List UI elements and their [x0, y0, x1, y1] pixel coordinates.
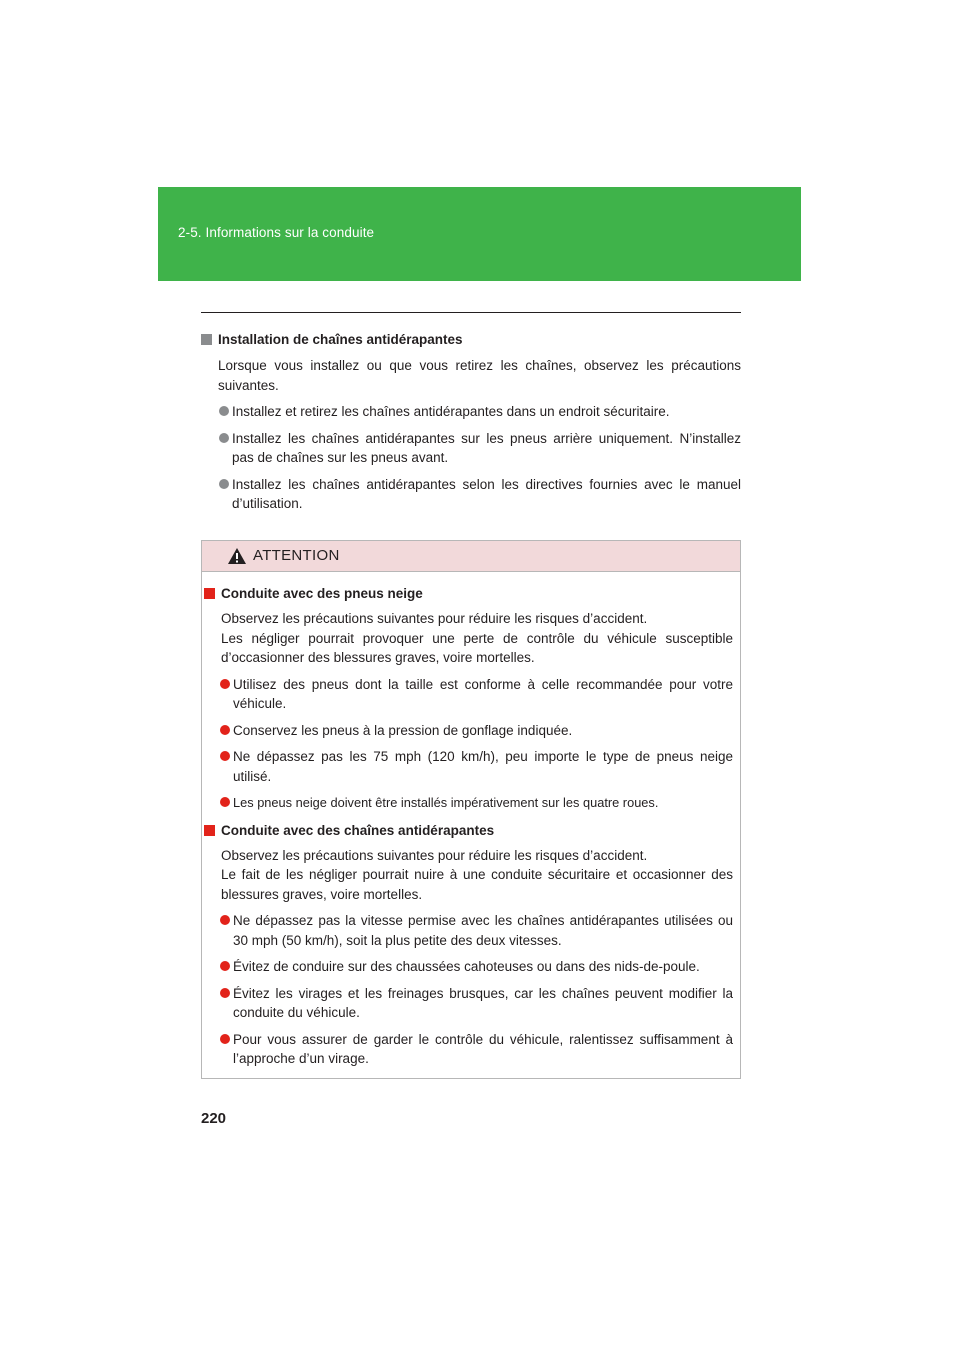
circle-bullet-icon [220, 988, 230, 998]
circle-bullet-icon [220, 725, 230, 735]
square-bullet-icon [204, 588, 215, 599]
list-item: Évitez de conduire sur des chaussées cahoteuses ou dans des nids-de-poule. [202, 957, 738, 977]
subsection-title: Conduite avec des pneus neige [221, 586, 423, 601]
paragraph: Observez les précautions suivantes pour réduire les risques d’accident. Les négliger pourrait provoquer une perte de contrôle du véhicule susceptible d’occasionner des blessures graves, voire mortelles. [221, 611, 733, 665]
subsection-title: Conduite avec des chaînes antidérapantes [221, 822, 495, 838]
square-bullet-icon [204, 825, 215, 836]
circle-bullet-icon [219, 479, 229, 489]
subsection-title: Installation de chaînes antidérapantes [218, 332, 463, 347]
circle-bullet-icon [220, 961, 230, 971]
attention-box [201, 540, 741, 1079]
attention-content [202, 584, 738, 1069]
warning-triangle-icon [227, 547, 247, 565]
list-item: Conservez les pneus à la pression de gonflage indiquée. [202, 721, 738, 741]
subsection-heading [202, 584, 738, 603]
list-item: Utilisez des pneus dont la taille est conforme à celle recommandée pour votre véhicule. [202, 675, 738, 714]
circle-bullet-icon [220, 1034, 230, 1044]
list-item: Évitez les virages et les freinages brusques, car les chaînes peuvent modifier la conduite du véhicule. [202, 984, 738, 1023]
subsection-heading [202, 821, 738, 840]
circle-bullet-icon [220, 679, 230, 689]
attention-header [202, 541, 740, 572]
circle-bullet-icon [220, 915, 230, 925]
circle-bullet-icon [220, 797, 230, 807]
chains-section [201, 330, 741, 514]
list-item: Installez les chaînes antidérapantes selon les directives fournies avec le manuel d’utilisation. [201, 475, 741, 514]
list-item: Ne dépassez pas les 75 mph (120 km/h), peu importe le type de pneus neige utilisé. [202, 747, 738, 786]
circle-bullet-icon [219, 406, 229, 416]
list-item: Les pneus neige doivent être installés impérativement sur les quatre roues. [202, 793, 738, 813]
divider [201, 312, 741, 313]
section-title: 2-5. Informations sur la conduite [178, 225, 375, 240]
list-item: Installez les chaînes antidérapantes sur les pneus arrière uniquement. N’installez pas de chaînes sur les pneus avant. [201, 429, 741, 468]
circle-bullet-icon [219, 433, 229, 443]
list-item: Pour vous assurer de garder le contrôle du véhicule, ralentissez suffisamment à l’approche d’un virage. [202, 1030, 738, 1069]
paragraph: Observez les précautions suivantes pour réduire les risques d’accident. Le fait de les négliger pourrait nuire à une conduite sécuritaire et occasionner des blessures graves, voire mortelles. [221, 847, 733, 902]
page-number: 220 [201, 1110, 227, 1127]
list-item: Ne dépassez pas la vitesse permise avec les chaînes antidérapantes utilisées ou 30 mph (50 km/h), soit la plus petite des deux vitesses. [202, 911, 738, 950]
square-bullet-icon [201, 334, 212, 345]
attention-label: ATTENTION [253, 547, 340, 564]
list-item: Installez et retirez les chaînes antidérapantes dans un endroit sécuritaire. [201, 402, 741, 422]
subsection-heading [201, 330, 741, 349]
section-header-bar [158, 187, 801, 281]
circle-bullet-icon [220, 751, 230, 761]
paragraph: Lorsque vous installez ou que vous retirez les chaînes, observez les précautions suivantes. [218, 358, 741, 393]
